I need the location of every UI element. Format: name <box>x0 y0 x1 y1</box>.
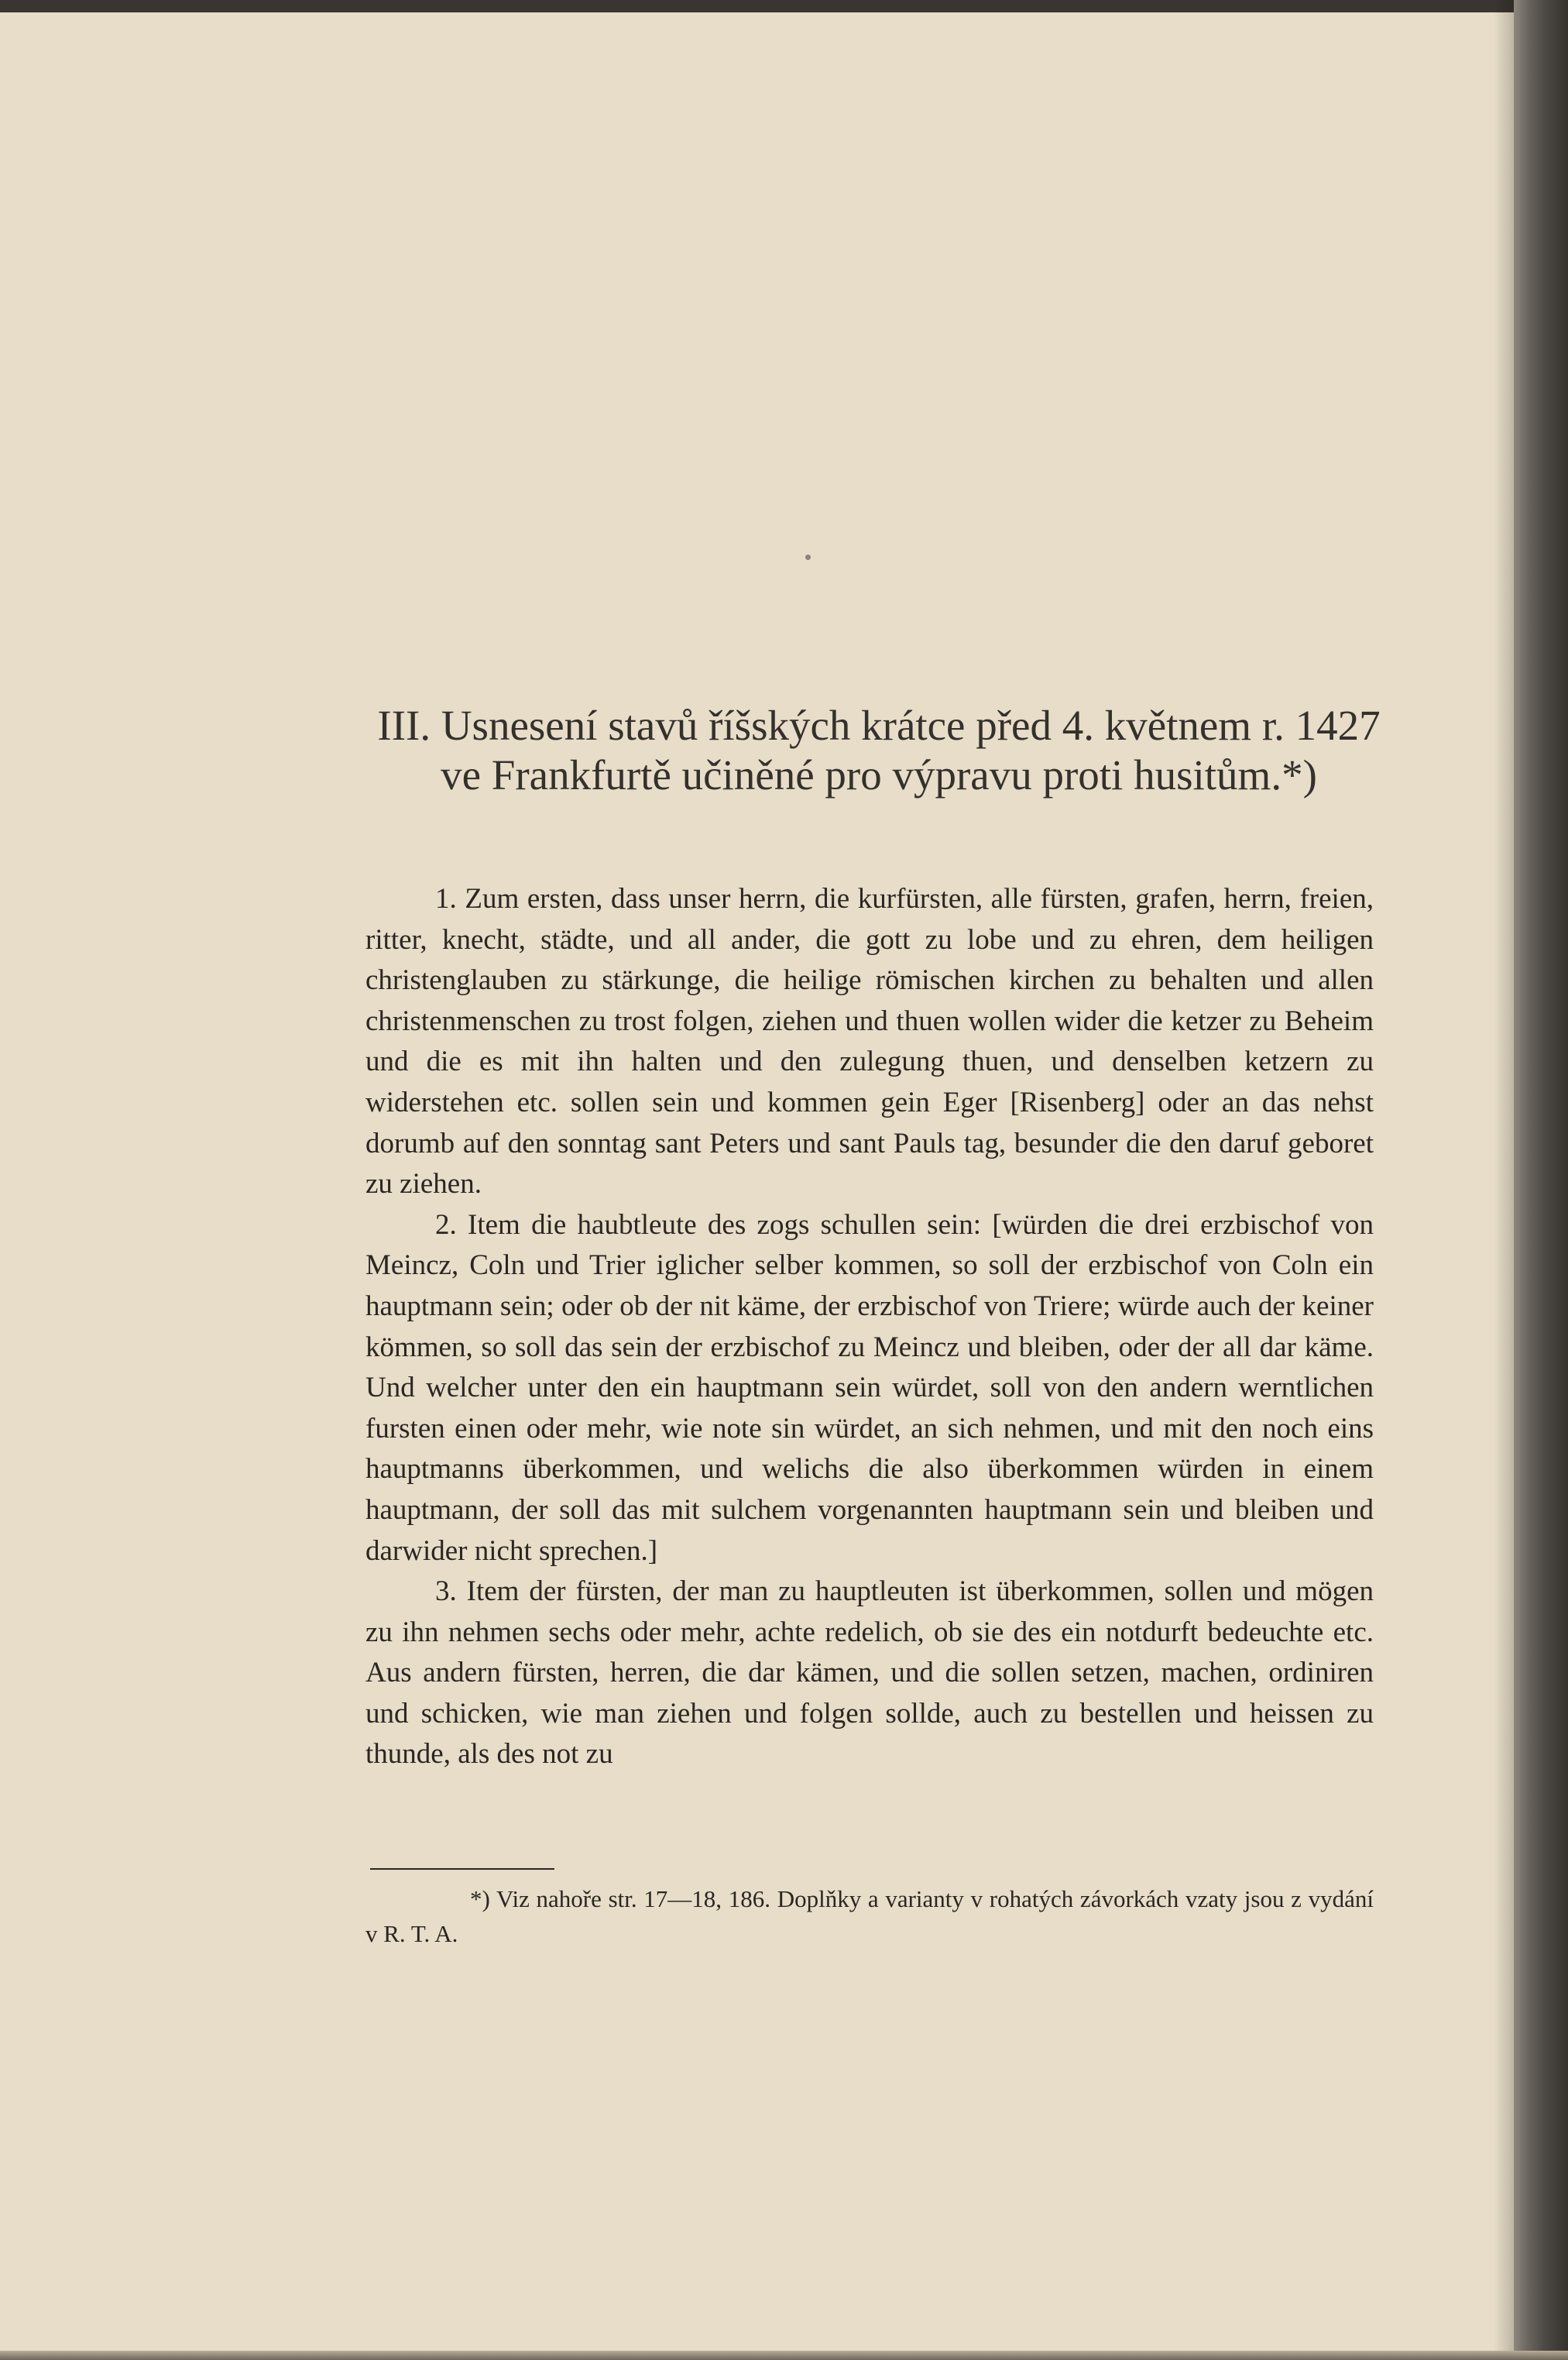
paragraph-2: 2. Item die haubtleute des zogs schullen sein: [würden die drei erzbischof von Meincz, Coln und Trier iglicher selber kommen, so soll der erzbischof von Coln ein hauptmann sein; oder ob der nit käme, der erzbischof von Triere; würde auch der keiner kömmen, so soll das sein der erzbischof zu Meincz und bleiben, oder der all dar käme. Und welcher unter den ein hauptmann sein würdet, soll von den andern werntlichen fursten einen oder mehr, wie note sin würdet, an sich nehmen, und mit den noch eins hauptmanns überkommen, und welichs die also überkommen würden in einem hauptmann, der soll das mit sulchem vorgenannten hauptmann sein und bleiben und darwider nicht sprechen.] <box>365 1208 1374 1567</box>
body-text <box>365 879 1374 1775</box>
scan-bottom-edge <box>0 2351 1568 2360</box>
paragraph-1: 1. Zum ersten, dass unser herrn, die kurfürsten, alle fürsten, grafen, herrn, freien, ritter, knecht, städte, und all ander, die gott zu lobe und zu ehren, dem heiligen christenglauben zu stärkunge, die heilige römischen kirchen zu behalten und allen christenmenschen zu trost folgen, ziehen und thuen wollen wider die ketzer zu Beheim und die es mit ihn halten und den zulegung thuen, und denselben ketzern zu widerstehen etc. sollen sein und kommen gein Eger [Risenberg] oder an das nehst dorumb auf den sonntag sant Peters und sant Pauls tag, besunder die den daruf geboret zu ziehen. <box>365 883 1374 1201</box>
book-binding-edge <box>1514 0 1568 2360</box>
section-title: III. Usnesení stavů říšských krátce před 4. květnem r. 1427 ve Frankfurtě učiněné pro výpravu proti husitům.*) <box>377 702 1381 799</box>
paragraph-3: 3. Item der fürsten, der man zu hauptleuten ist überkommen, sollen und mögen zu ihn nehmen sechs oder mehr, achte redelich, ob sie des ein notdurft bedeuchte etc. Aus andern fürsten, herren, die dar kämen, und die sollen setzen, machen, ordiniren und schicken, wie man ziehen und folgen sollde, auch zu bestellen und heissen zu thunde, als des not zu <box>365 1575 1374 1771</box>
paper-speck <box>805 555 811 560</box>
footnote <box>365 1881 1374 1951</box>
scan-top-edge <box>0 0 1568 12</box>
footnote-text: *) Viz nahoře str. 17—18, 186. Doplňky a varianty v rohatých závorkách vzaty jsou z vydání v R. T. A. <box>365 1885 1374 1947</box>
gutter-shadow <box>1494 0 1514 2360</box>
footnote-rule <box>370 1868 554 1870</box>
